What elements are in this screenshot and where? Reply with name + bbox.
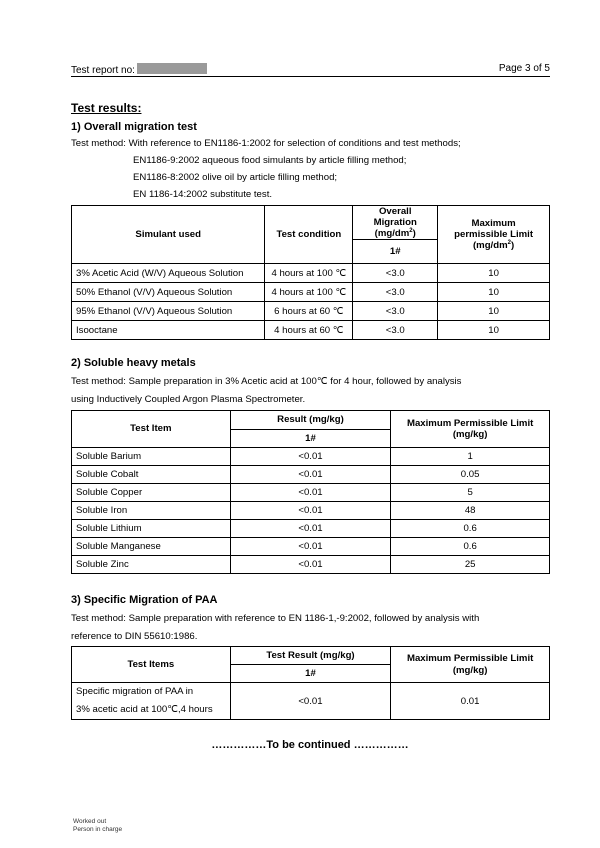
section-2-heading: 2) Soluble heavy metals <box>71 357 196 369</box>
table-row <box>72 683 550 720</box>
header-test-items: Test Items <box>72 647 231 683</box>
report-number-label: Test report no: <box>71 65 135 76</box>
redacted-report-number <box>137 63 207 74</box>
limit-cell: 10 <box>438 321 550 340</box>
limit-cell: 0.01 <box>391 683 550 720</box>
section-1-method-line-4: EN 1186-14:2002 substitute test. <box>133 189 273 200</box>
limit-cell: 10 <box>438 264 550 283</box>
condition-cell: 4 hours at 100 ℃ <box>265 283 353 302</box>
header-test-result: Test Result (mg/kg) <box>230 647 391 665</box>
table-row <box>72 538 550 556</box>
item-cell: Soluble Iron <box>72 502 231 520</box>
result-cell: <0.01 <box>230 484 391 502</box>
simulant-cell: Isooctane <box>72 321 265 340</box>
table-row <box>72 556 550 574</box>
page-title: Test results: <box>71 101 142 115</box>
item-cell: Soluble Zinc <box>72 556 231 574</box>
header-sample-1: 1# <box>353 240 438 264</box>
heavy-metals-table <box>71 410 550 574</box>
section-1-method-line-3: EN1186-8:2002 olive oil by article filling method; <box>133 172 338 183</box>
result-cell: <3.0 <box>353 302 438 321</box>
condition-cell: 4 hours at 60 ℃ <box>265 321 353 340</box>
item-cell: Soluble Copper <box>72 484 231 502</box>
result-cell: <0.01 <box>230 683 391 720</box>
condition-cell: 6 hours at 60 ℃ <box>265 302 353 321</box>
section-3-heading: 3) Specific Migration of PAA <box>71 594 218 606</box>
header-sample-1: 1# <box>230 430 391 448</box>
table-row <box>72 484 550 502</box>
item-cell: Soluble Manganese <box>72 538 231 556</box>
table-row <box>72 502 550 520</box>
table-row <box>72 448 550 466</box>
simulant-cell: 95% Ethanol (V/V) Aqueous Solution <box>72 302 265 321</box>
table-row <box>72 283 550 302</box>
page-number: Page 3 of 5 <box>498 63 550 74</box>
result-cell: <0.01 <box>230 502 391 520</box>
header-max-limit: Maximum Permissible Limit (mg/kg) <box>391 647 550 683</box>
section-3-method-line-1: Test method: Sample preparation with reference to EN 1186-1,-9:2002, followed by analysis with <box>71 613 480 624</box>
header-test-item: Test Item <box>72 411 231 448</box>
item-cell: Soluble Lithium <box>72 520 231 538</box>
overall-migration-table <box>71 205 550 340</box>
report-number-line <box>71 63 207 76</box>
limit-cell: 10 <box>438 302 550 321</box>
paa-migration-table <box>71 646 550 720</box>
item-cell: Specific migration of PAA in 3% acetic acid at 100℃,4 hours <box>72 683 231 720</box>
header-sample-1: 1# <box>230 665 391 683</box>
section-2-method-line-1: Test method: Sample preparation in 3% Acetic acid at 100℃ for 4 hour, followed by analysis <box>71 376 462 387</box>
header-max-limit: Maximum permissible Limit $(mg/dm^2)$ <box>438 206 550 264</box>
table-row <box>72 321 550 340</box>
header-overall-migration: Overall Migration $(mg/dm^2)$ <box>353 206 438 240</box>
result-cell: <0.01 <box>230 538 391 556</box>
simulant-cell: 3% Acetic Acid (W/V) Aqueous Solution <box>72 264 265 283</box>
section-1-method-line-2: EN1186-9:2002 aqueous food simulants by article filling method; <box>133 155 407 166</box>
limit-cell: 0.05 <box>391 466 550 484</box>
header-simulant: Simulant used <box>72 206 265 264</box>
item-cell: Soluble Barium <box>72 448 231 466</box>
result-cell: <3.0 <box>353 264 438 283</box>
simulant-cell: 50% Ethanol (V/V) Aqueous Solution <box>72 283 265 302</box>
result-cell: <3.0 <box>353 283 438 302</box>
section-1-method-line-1: Test method: With reference to EN1186-1:2002 for selection of conditions and test methods; <box>71 138 461 149</box>
limit-cell: 0.6 <box>391 538 550 556</box>
result-cell: <0.01 <box>230 556 391 574</box>
limit-cell: 48 <box>391 502 550 520</box>
result-cell: <0.01 <box>230 448 391 466</box>
header-max-limit: Maximum Permissible Limit (mg/kg) <box>391 411 550 448</box>
result-cell: <0.01 <box>230 466 391 484</box>
table-row <box>72 520 550 538</box>
result-cell: <0.01 <box>230 520 391 538</box>
section-1-heading: 1) Overall migration test <box>71 121 197 133</box>
table-row <box>72 264 550 283</box>
limit-cell: 1 <box>391 448 550 466</box>
limit-cell: 0.6 <box>391 520 550 538</box>
limit-cell: 25 <box>391 556 550 574</box>
footer-person-in-charge: Person in charge <box>73 826 123 833</box>
result-cell: <3.0 <box>353 321 438 340</box>
header-rule <box>71 76 550 77</box>
condition-cell: 4 hours at 100 ℃ <box>265 264 353 283</box>
table-row <box>72 466 550 484</box>
header-condition: Test condition <box>265 206 353 264</box>
section-3-method-line-2: reference to DIN 55610:1986. <box>71 631 198 642</box>
section-2-method-line-2: using Inductively Coupled Argon Plasma Spectrometer. <box>71 394 306 405</box>
header-result: Result (mg/kg) <box>230 411 391 430</box>
item-cell: Soluble Cobalt <box>72 466 231 484</box>
continued-note: ……………To be continued …………… <box>211 739 409 751</box>
footer-worked-out: Worked out <box>73 818 107 825</box>
limit-cell: 5 <box>391 484 550 502</box>
limit-cell: 10 <box>438 283 550 302</box>
table-row <box>72 302 550 321</box>
